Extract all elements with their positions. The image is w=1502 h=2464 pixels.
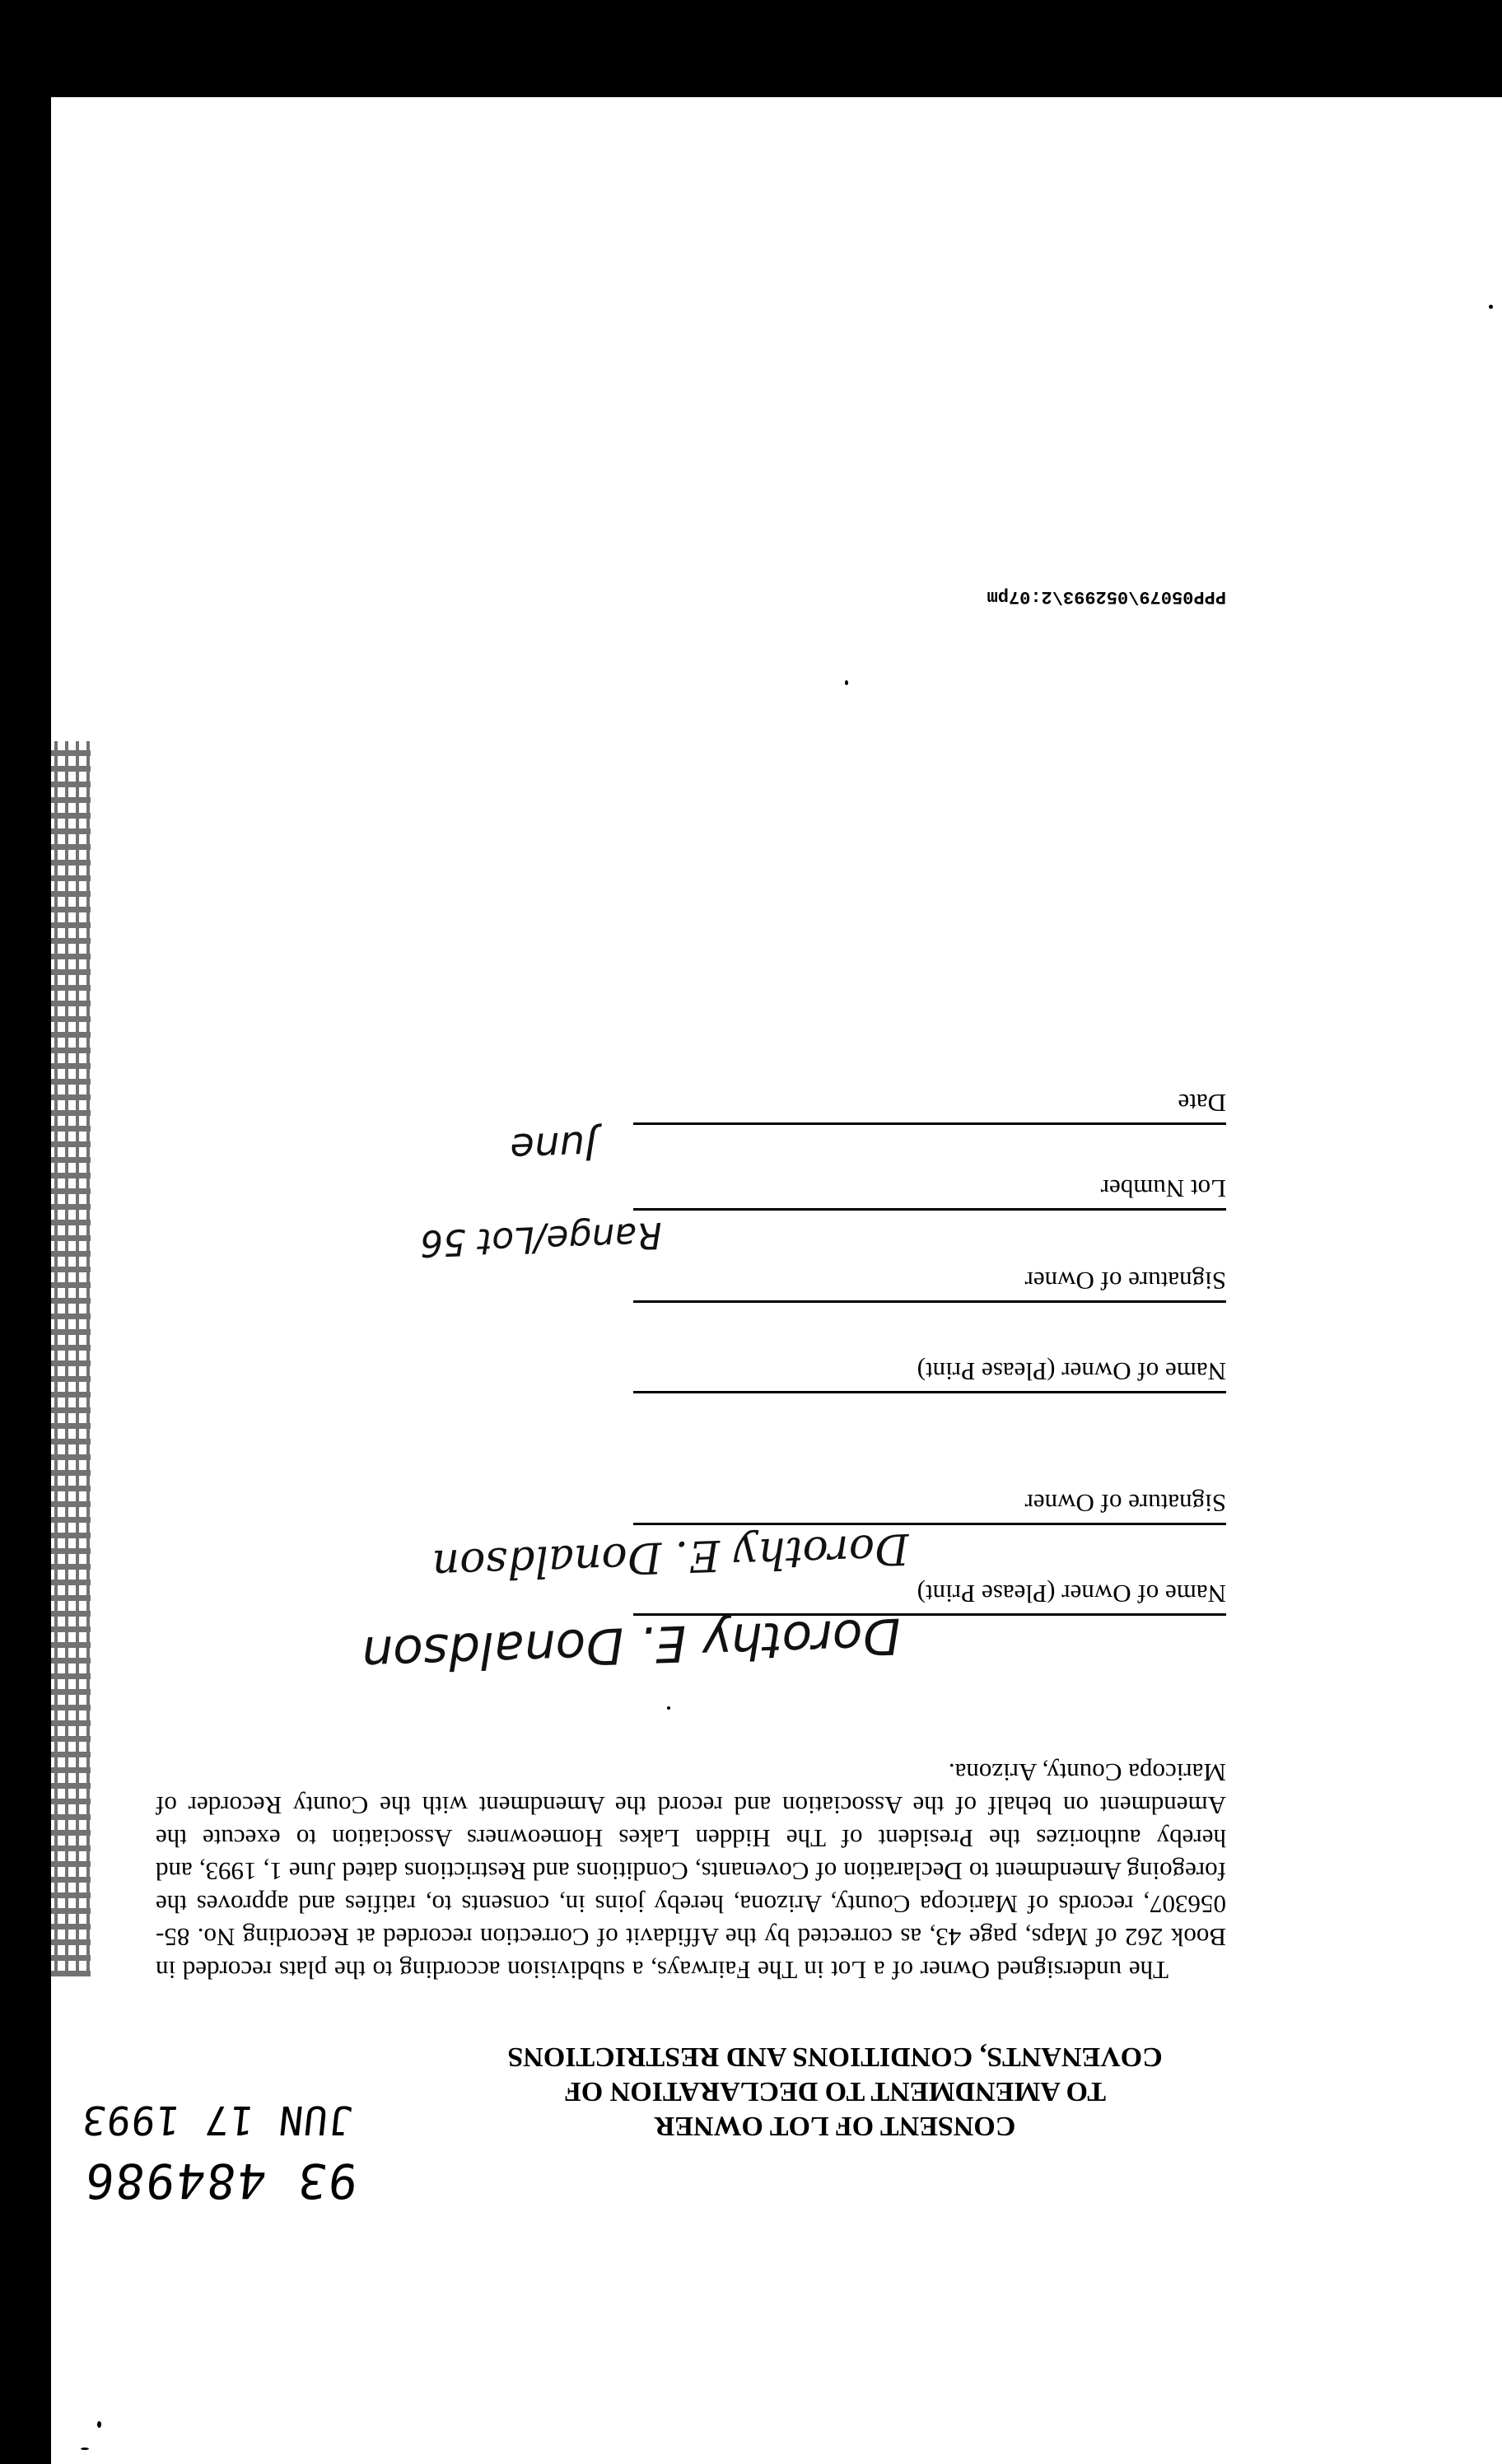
field-label: Lot Number [1100,1174,1226,1203]
owner-name-field-2 [633,1355,1226,1393]
title-line: CONSENT OF LOT OWNER [654,2111,1016,2141]
document-code: PPP05079\052993\2:07pm [987,586,1226,607]
field-label: Signature of Owner [1024,1267,1226,1295]
handwritten-owner-name: Dorothy E. Donaldson [361,1606,903,1683]
date-field [633,1086,1226,1125]
lot-number-field [633,1172,1226,1211]
field-line [633,1122,1226,1125]
handwritten-lot-number: Range/Lot 56 [419,1213,663,1265]
title-line: TO AMENDMENT TO DECLARATION OF [563,2076,1107,2107]
handwritten-date: June [509,1122,597,1171]
field-line [633,1523,1226,1525]
document-title [423,2039,1247,2143]
field-line [633,1391,1226,1393]
title-line: COVENANTS, CONDITIONS AND RESTRICTIONS [507,2042,1163,2072]
recording-number-stamp: 93 484986 [81,2153,361,2209]
field-label: Date [1178,1089,1226,1118]
owner-signature-field-1 [633,1486,1226,1525]
field-line [633,1208,1226,1211]
field-line [633,1300,1226,1303]
field-label: Name of Owner (Please Print) [917,1357,1226,1386]
recording-date-stamp: JUN 17 1993 [79,2097,355,2143]
consent-paragraph: The undersigned Owner of a Lot in The Fairways, a subdivision according to the plats recorded in Book 262 of Maps, page 43, as corrected by the Affidavit of Correction recorded at Recording No. 85-056307, records of Maricopa County, Arizona, hereby joins in, consents to, ratifies and approves the foregoing Amendment to Declaration of Covenants, Conditions and Restrictions dated June 1, 1993, and hereby authorizes the President of The Hidden Lakes Homeowners Association to execute the Amendment on behalf of the Association and record the Amendment with the County Recorder of Maricopa County, Arizona. [156,1758,1226,1985]
handwritten-owner-signature: Dorothy E. Donaldson [431,1523,910,1590]
field-label: Signature of Owner [1024,1489,1226,1518]
owner-name-field-1 [633,1577,1226,1616]
field-label: Name of Owner (Please Print) [917,1580,1226,1608]
owner-signature-field-2 [633,1264,1226,1303]
